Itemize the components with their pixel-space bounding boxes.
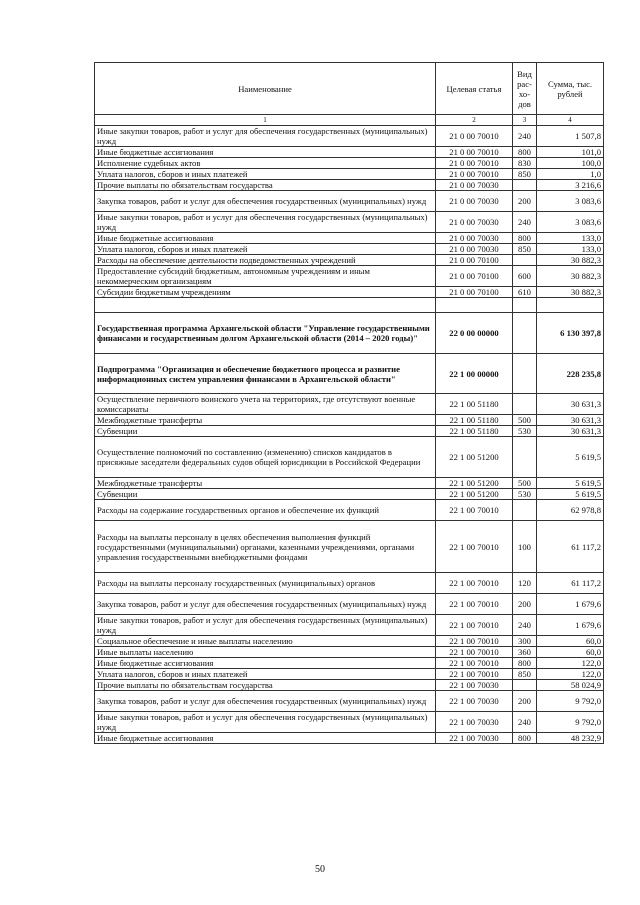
row-expense-type-cell: 610 [513,287,537,298]
row-expense-type-cell [513,394,537,415]
row-target-article-cell: 21 0 00 70030 [436,244,513,255]
row-name-cell: Подпрограмма "Организация и обеспечение бюджетного процесса и развитие информационных систем управления финансами в Архангельской области" [95,354,436,394]
table-row [95,147,604,158]
row-target-article-cell: 22 1 00 51200 [436,478,513,489]
table-row [95,287,604,298]
row-target-article-cell: 21 0 00 70030 [436,212,513,233]
row-sum-cell: 122,0 [537,669,604,680]
row-expense-type-cell [513,313,537,354]
row-expense-type-cell: 240 [513,615,537,636]
row-expense-type-cell: 850 [513,669,537,680]
row-target-article-cell: 22 1 00 70010 [436,594,513,615]
row-sum-cell: 133,0 [537,244,604,255]
row-expense-type-cell: 800 [513,658,537,669]
table-row [95,594,604,615]
table-row [95,478,604,489]
table-row [95,191,604,212]
column-number: 1 [95,115,436,126]
row-target-article-cell: 22 1 00 70010 [436,521,513,573]
row-sum-cell: 62 978,8 [537,500,604,521]
row-sum-cell: 228 235,8 [537,354,604,394]
row-sum-cell: 3 216,6 [537,180,604,191]
row-target-article-cell: 22 1 00 70010 [436,636,513,647]
row-target-article-cell: 22 1 00 00000 [436,354,513,394]
row-name-cell: Осуществление полномочий по составлению (изменению) списков кандидатов в присяжные заседатели федеральных судов общей юрисдикции в Российской Федерации [95,437,436,478]
row-expense-type-cell: 500 [513,415,537,426]
table-row [95,733,604,744]
row-sum-cell: 1 507,8 [537,126,604,147]
table-row [95,126,604,147]
row-target-article-cell: 22 1 00 51180 [436,415,513,426]
row-target-article-cell: 22 1 00 70010 [436,500,513,521]
budget-table [94,62,604,744]
row-target-article-cell: 21 0 00 70010 [436,169,513,180]
row-sum-cell: 1 679,6 [537,615,604,636]
row-target-article-cell: 21 0 00 70030 [436,191,513,212]
table-row [95,500,604,521]
row-sum-cell: 5 619,5 [537,478,604,489]
row-expense-type-cell: 600 [513,266,537,287]
row-target-article-cell: 21 0 00 70030 [436,180,513,191]
row-sum-cell: 5 619,5 [537,489,604,500]
row-name-cell: Иные бюджетные ассигнования [95,233,436,244]
table-header-row [95,63,604,115]
row-target-article-cell [436,298,513,313]
row-target-article-cell: 22 0 00 00000 [436,313,513,354]
table-row [95,636,604,647]
column-number: 4 [537,115,604,126]
row-sum-cell: 61 117,2 [537,521,604,573]
row-name-cell: Иные закупки товаров, работ и услуг для обеспечения государственных (муниципальных) нужд [95,615,436,636]
row-name-cell: Прочие выплаты по обязательствам государства [95,180,436,191]
row-name-cell: Межбюджетные трансферты [95,415,436,426]
row-name-cell: Иные бюджетные ассигнования [95,147,436,158]
row-target-article-cell: 22 1 00 51200 [436,437,513,478]
row-sum-cell: 60,0 [537,636,604,647]
table-row [95,712,604,733]
row-expense-type-cell: 240 [513,126,537,147]
row-target-article-cell: 22 1 00 51200 [436,489,513,500]
row-expense-type-cell [513,437,537,478]
row-name-cell: Расходы на обеспечение деятельности подведомственных учреждений [95,255,436,266]
column-number: 3 [513,115,537,126]
row-target-article-cell: 21 0 00 70100 [436,287,513,298]
row-sum-cell: 9 792,0 [537,712,604,733]
row-name-cell: Осуществление первичного воинского учета на территориях, где отсутствуют военные комиссариаты [95,394,436,415]
row-sum-cell: 3 083,6 [537,212,604,233]
row-target-article-cell: 21 0 00 70010 [436,147,513,158]
row-sum-cell: 1,0 [537,169,604,180]
table-row [95,233,604,244]
row-sum-cell: 48 232,9 [537,733,604,744]
row-sum-cell: 30 882,3 [537,287,604,298]
page-number: 50 [315,864,325,875]
row-expense-type-cell [513,255,537,266]
row-target-article-cell: 21 0 00 70100 [436,255,513,266]
row-expense-type-cell: 530 [513,426,537,437]
table-row [95,426,604,437]
row-expense-type-cell [513,298,537,313]
row-expense-type-cell: 120 [513,573,537,594]
row-target-article-cell: 22 1 00 70010 [436,647,513,658]
table-row [95,394,604,415]
row-name-cell: Иные выплаты населению [95,647,436,658]
table-row [95,169,604,180]
header-sum: Сумма, тыс. рублей [537,63,604,115]
header-target-article: Целевая статья [436,63,513,115]
row-expense-type-cell: 530 [513,489,537,500]
row-name-cell: Исполнение судебных актов [95,158,436,169]
table-row [95,298,604,313]
header-name: Наименование [95,63,436,115]
row-expense-type-cell: 800 [513,233,537,244]
table-row [95,615,604,636]
table-row [95,669,604,680]
table-row [95,437,604,478]
row-expense-type-cell: 850 [513,169,537,180]
row-target-article-cell: 22 1 00 70010 [436,658,513,669]
row-sum-cell: 30 882,3 [537,266,604,287]
row-sum-cell: 100,0 [537,158,604,169]
row-target-article-cell: 22 1 00 70010 [436,615,513,636]
row-sum-cell: 5 619,5 [537,437,604,478]
header-expense-type: Вид рас-хо-дов [513,63,537,115]
table-row [95,212,604,233]
table-row [95,354,604,394]
row-sum-cell: 9 792,0 [537,691,604,712]
table-row [95,489,604,500]
row-expense-type-cell: 850 [513,244,537,255]
row-name-cell: Расходы на выплаты персоналу государственных (муниципальных) органов [95,573,436,594]
row-target-article-cell: 21 0 00 70100 [436,266,513,287]
row-sum-cell: 3 083,6 [537,191,604,212]
row-name-cell: Иные закупки товаров, работ и услуг для обеспечения государственных (муниципальных) нужд [95,126,436,147]
row-expense-type-cell [513,354,537,394]
table-row [95,266,604,287]
row-sum-cell: 6 130 397,8 [537,313,604,354]
row-sum-cell: 30 882,3 [537,255,604,266]
row-expense-type-cell: 200 [513,594,537,615]
row-name-cell: Закупка товаров, работ и услуг для обеспечения государственных (муниципальных) нужд [95,191,436,212]
row-sum-cell: 1 679,6 [537,594,604,615]
row-target-article-cell: 21 0 00 70010 [436,126,513,147]
row-expense-type-cell: 240 [513,712,537,733]
row-name-cell: Уплата налогов, сборов и иных платежей [95,169,436,180]
row-sum-cell: 58 024,9 [537,680,604,691]
column-number: 2 [436,115,513,126]
row-target-article-cell: 22 1 00 70010 [436,669,513,680]
row-expense-type-cell: 100 [513,521,537,573]
row-name-cell: Субвенции [95,489,436,500]
row-name-cell: Расходы на выплаты персоналу в целях обеспечения выполнения функций государственными (муниципальными) органами, казенными учреждениями, органами управления государственными внебюджетными фондами [95,521,436,573]
row-name-cell: Иные закупки товаров, работ и услуг для обеспечения государственных (муниципальных) нужд [95,212,436,233]
row-target-article-cell: 21 0 00 70030 [436,233,513,244]
row-expense-type-cell: 240 [513,212,537,233]
table-row [95,647,604,658]
row-name-cell: Закупка товаров, работ и услуг для обеспечения государственных (муниципальных) нужд [95,594,436,615]
row-expense-type-cell: 800 [513,733,537,744]
row-name-cell: Иные закупки товаров, работ и услуг для обеспечения государственных (муниципальных) нужд [95,712,436,733]
table-row [95,658,604,669]
row-name-cell: Предоставление субсидий бюджетным, автономным учреждениям и иным некоммерческим организациям [95,266,436,287]
row-name-cell: Уплата налогов, сборов и иных платежей [95,669,436,680]
row-sum-cell: 133,0 [537,233,604,244]
column-number-row [95,115,604,126]
row-name-cell: Закупка товаров, работ и услуг для обеспечения государственных (муниципальных) нужд [95,691,436,712]
row-name-cell: Прочие выплаты по обязательствам государства [95,680,436,691]
row-target-article-cell: 22 1 00 70030 [436,691,513,712]
row-name-cell: Уплата налогов, сборов и иных платежей [95,244,436,255]
row-expense-type-cell: 300 [513,636,537,647]
table-row [95,415,604,426]
row-sum-cell: 101,0 [537,147,604,158]
table-row [95,313,604,354]
row-name-cell: Субсидии бюджетным учреждениям [95,287,436,298]
row-sum-cell: 61 117,2 [537,573,604,594]
row-sum-cell: 30 631,3 [537,394,604,415]
row-expense-type-cell [513,680,537,691]
table-row [95,680,604,691]
row-target-article-cell: 22 1 00 70030 [436,733,513,744]
row-name-cell: Иные бюджетные ассигнования [95,658,436,669]
row-expense-type-cell: 200 [513,691,537,712]
row-expense-type-cell: 830 [513,158,537,169]
row-target-article-cell: 22 1 00 51180 [436,394,513,415]
row-name-cell: Расходы на содержание государственных органов и обеспечение их функций [95,500,436,521]
row-name-cell [95,298,436,313]
row-target-article-cell: 22 1 00 70030 [436,680,513,691]
row-target-article-cell: 22 1 00 70030 [436,712,513,733]
row-name-cell: Межбюджетные трансферты [95,478,436,489]
row-expense-type-cell: 200 [513,191,537,212]
row-name-cell: Государственная программа Архангельской области "Управление государственными финансами и государственным долгом Архангельской области (2014 – 2020 годы)" [95,313,436,354]
table-row [95,180,604,191]
row-sum-cell: 60,0 [537,647,604,658]
table-row [95,521,604,573]
row-sum-cell: 30 631,3 [537,415,604,426]
row-expense-type-cell [513,180,537,191]
row-name-cell: Субвенции [95,426,436,437]
row-expense-type-cell: 360 [513,647,537,658]
row-sum-cell: 30 631,3 [537,426,604,437]
table-row [95,255,604,266]
row-sum-cell: 122,0 [537,658,604,669]
row-expense-type-cell [513,500,537,521]
table-row [95,244,604,255]
row-target-article-cell: 21 0 00 70010 [436,158,513,169]
row-name-cell: Иные бюджетные ассигнования [95,733,436,744]
row-target-article-cell: 22 1 00 70010 [436,573,513,594]
table-row [95,691,604,712]
table-row [95,158,604,169]
table-row [95,573,604,594]
row-expense-type-cell: 800 [513,147,537,158]
row-sum-cell [537,298,604,313]
row-name-cell: Социальное обеспечение и иные выплаты населению [95,636,436,647]
row-target-article-cell: 22 1 00 51180 [436,426,513,437]
row-expense-type-cell: 500 [513,478,537,489]
